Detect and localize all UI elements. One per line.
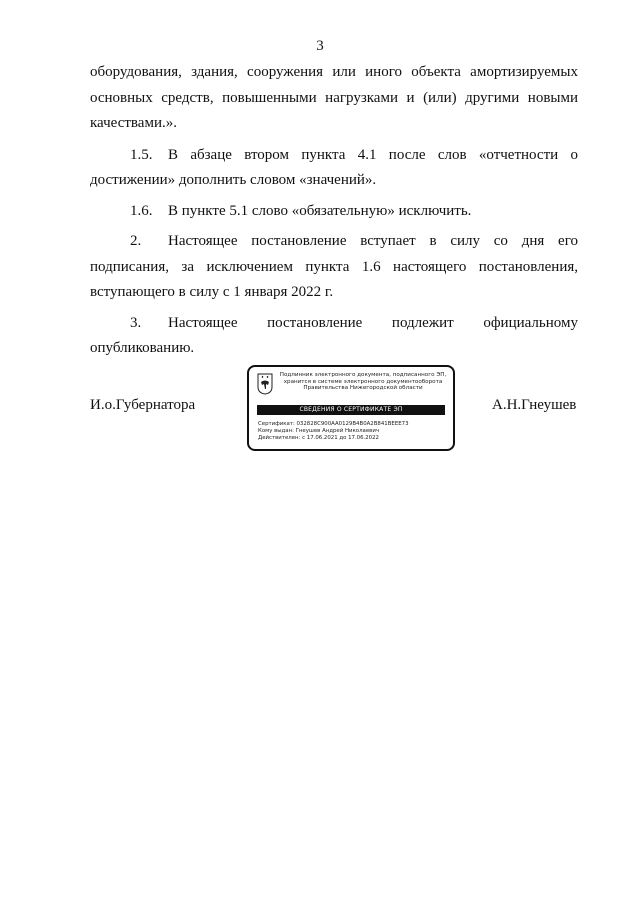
paragraph-1-6: [90, 199, 578, 225]
certificate-validity: Действителен: с 17.06.2021 до 17.06.2022: [258, 435, 379, 441]
page-number: 3: [316, 38, 324, 54]
certificate-owner: Кому выдан: Гнеушев Андрей Николаевич: [258, 428, 380, 434]
document-body: [90, 60, 578, 367]
paragraph-continuation: оборудования, здания, сооружения или иного объекта амортизируемых основных средств, повышенными нагрузками и (или) другими новыми качествами.».: [90, 64, 578, 131]
paragraph-3: [90, 311, 578, 362]
stamp-header: Подлинник электронного документа, подписанного ЭП, хранится в системе электронного документооборота Правительства Нижегородской области: [279, 372, 447, 392]
signatory-position: И.о.Губернатора: [90, 397, 196, 413]
paragraph-text: В абзаце втором пункта 4.1 после слов «отчетности о достижении» дополнить словом «значений».: [90, 146, 578, 188]
paragraph-number: 3.: [130, 314, 142, 331]
paragraph-1-5: [90, 143, 578, 194]
deer-emblem-icon: [257, 373, 273, 395]
stamp-title: СВЕДЕНИЯ О СЕРТИФИКАТЕ ЭП: [257, 405, 445, 415]
paragraph-2: [90, 229, 578, 306]
paragraph-number: 2.: [130, 233, 142, 249]
signatory-name: А.Н.Гнеушев: [492, 397, 577, 413]
stamp-details: [258, 421, 448, 442]
electronic-signature-stamp: [247, 365, 455, 451]
paragraph-text: В пункте 5.1 слово «обязательную» исключить.: [168, 202, 472, 219]
paragraph-number: 1.6.: [130, 202, 153, 219]
paragraph-text: Настоящее постановление вступает в силу со дня его подписания, за исключением пункта 1.6 настоящего постановления, вступающего в силу с 1 января 2022 г.: [90, 233, 578, 300]
paragraph-text: Настоящее постановление подлежит официальному опубликованию.: [90, 314, 578, 356]
certificate-number: Сертификат: 032828C900AA0129B4B0A2B841BEEE73: [258, 421, 409, 427]
paragraph-number: 1.5.: [130, 146, 153, 163]
